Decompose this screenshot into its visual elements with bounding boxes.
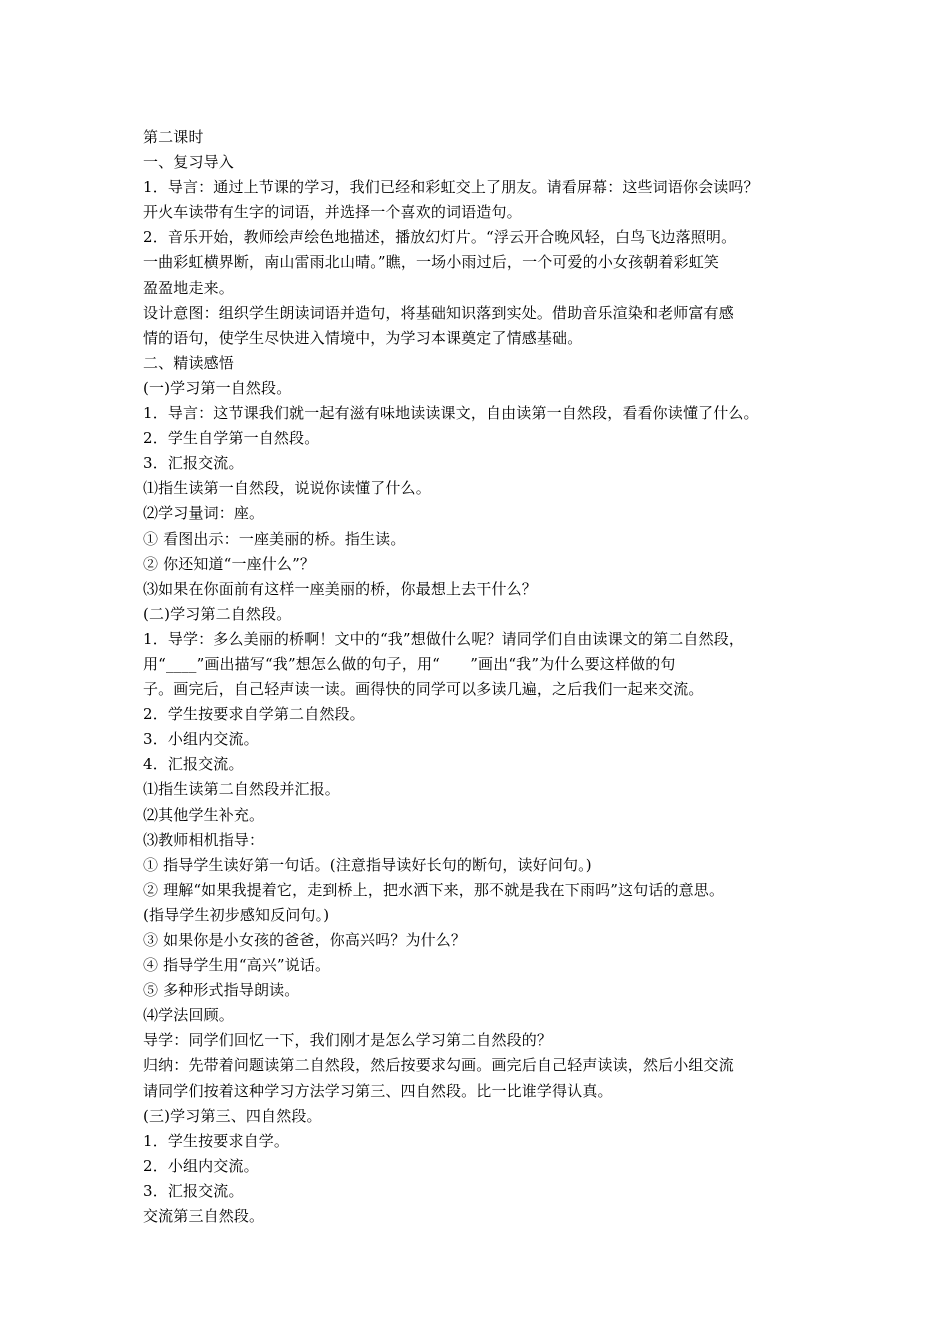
text-line: 2．小组内交流。 — [143, 1156, 259, 1175]
text-line: ⑤ 多种形式指导朗读。 — [143, 981, 300, 1000]
text-line: ④ 指导学生用“高兴”说话。 — [143, 956, 331, 975]
text-line: 2．音乐开始，教师绘声绘色地描述，播放幻灯片。“浮云开合晚风轻，白鸟飞边落照明。 — [143, 228, 737, 247]
text-line: 第二课时 — [143, 128, 204, 146]
text-line: 导学：同学们回忆一下，我们刚才是怎么学习第二自然段的？ — [143, 1031, 553, 1050]
text-line: 2．学生自学第一自然段。 — [143, 429, 320, 448]
text-line: 开火车读带有生字的词语，并选择一个喜欢的词语造句。 — [143, 203, 522, 222]
text-line: 1．导学：多么美丽的桥啊！文中的“我”想做什么呢？请同学们自由读课文的第二自然段， — [143, 629, 745, 648]
text-line: 3．小组内交流。 — [143, 730, 259, 749]
text-line: ⑶教师相机指导： — [143, 830, 265, 849]
document-body — [143, 125, 823, 1229]
text-line: ② 你还知道“一座什么”？ — [143, 554, 316, 573]
text-line: 交流第三自然段。 — [143, 1207, 265, 1226]
text-line: (二)学习第二自然段。 — [143, 604, 292, 623]
text-line: 3．汇报交流。 — [143, 1181, 244, 1200]
text-line: 设计意图：组织学生朗读词语并造句，将基础知识落到实处。借助音乐渲染和老师富有感 — [143, 303, 734, 322]
text-line: 请同学们按着这种学习方法学习第三、四自然段。比一比谁学得认真。 — [143, 1081, 613, 1100]
text-line: ⑷学法回顾。 — [143, 1006, 234, 1025]
text-line: 子。画完后，自己轻声读一读。画得快的同学可以多读几遍，之后我们一起来交流。 — [143, 680, 704, 699]
text-line: 归纳：先带着问题读第二自然段，然后按要求勾画。画完后自己轻声读读，然后小组交流 — [143, 1056, 734, 1075]
text-line: 用“____”画出描写“我”想怎么做的句子，用“ ”画出“我”为什么要这样做的句 — [143, 654, 676, 673]
text-line: ⑵其他学生补充。 — [143, 805, 265, 824]
text-line: ② 理解“如果我提着它，走到桥上，把水洒下来，那不就是我在下雨吗”这句话的意思。 — [143, 880, 725, 899]
text-line: ① 指导学生读好第一句话。(注意指导读好长句的断句，读好问句。) — [143, 855, 592, 874]
text-line: (三)学习第三、四自然段。 — [143, 1106, 322, 1125]
text-line: ⑴指生读第一自然段，说说你读懂了什么。 — [143, 479, 431, 498]
text-line: 二、精读感悟 — [143, 353, 234, 372]
text-line: ① 看图出示：一座美丽的桥。指生读。 — [143, 529, 406, 548]
text-line: 1．学生按要求自学。 — [143, 1131, 290, 1150]
text-line: 情的语句，使学生尽快进入情境中，为学习本课奠定了情感基础。 — [143, 328, 583, 347]
text-line: 盈盈地走来。 — [143, 278, 234, 297]
text-line: ⑴指生读第二自然段并汇报。 — [143, 780, 340, 799]
text-line: 2．学生按要求自学第二自然段。 — [143, 705, 365, 724]
text-line: 3．汇报交流。 — [143, 454, 244, 473]
text-line: 一、复习导入 — [143, 153, 234, 172]
text-line: ⑶如果在你面前有这样一座美丽的桥，你最想上去干什么？ — [143, 579, 537, 598]
text-line: ⑵学习量词：座。 — [143, 504, 265, 523]
text-line: 1．导言：这节课我们就一起有滋有味地读读课文，自由读第一自然段，看看你读懂了什么。 — [143, 404, 759, 423]
text-line: 一曲彩虹横界断，南山雷雨北山晴。”瞧，一场小雨过后，一个可爱的小女孩朝着彩虹笑 — [143, 253, 720, 272]
text-line: 4．汇报交流。 — [143, 755, 244, 774]
text-line: 1．导言：通过上节课的学习，我们已经和彩虹交上了朋友。请看屏幕：这些词语你会读吗？ — [143, 178, 759, 197]
text-line: (一)学习第一自然段。 — [143, 378, 292, 397]
text-line: (指导学生初步感知反问句。) — [143, 905, 330, 924]
text-line: ③ 如果你是小女孩的爸爸，你高兴吗？为什么？ — [143, 931, 467, 949]
